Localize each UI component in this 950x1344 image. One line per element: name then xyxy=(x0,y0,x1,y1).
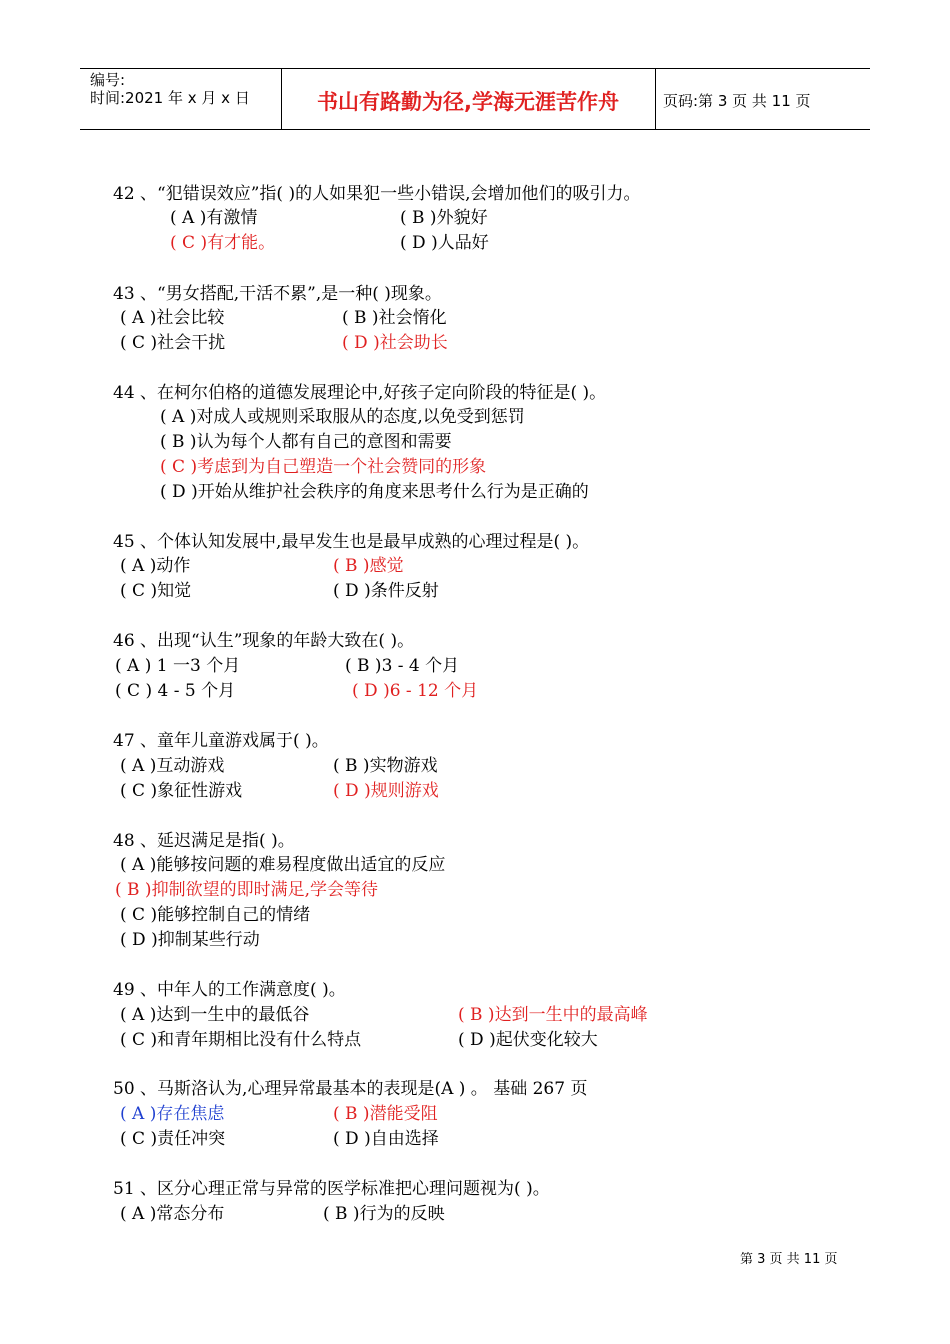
q45-option-b: ( B )感觉 xyxy=(333,556,404,576)
q46-option-d: ( D )6 - 12 个月 xyxy=(352,681,479,701)
question-43-stem: 43 、“男女搭配,干活不累”,是一种( )现象。 xyxy=(113,284,442,304)
question-45-stem: 45 、个体认知发展中,最早发生也是最早成熟的心理过程是( )。 xyxy=(113,532,590,552)
q50-option-b: ( B )潜能受阻 xyxy=(333,1104,438,1124)
q49-option-a: ( A )达到一生中的最低谷 xyxy=(120,1005,310,1025)
question-46-stem: 46 、出现“认生”现象的年龄大致在( )。 xyxy=(113,631,415,651)
q46-option-c: ( C ) 4 - 5 个月 xyxy=(115,681,236,701)
q50-option-c: ( C )责任冲突 xyxy=(120,1129,226,1149)
page-footer: 第 3 页 共 11 页 xyxy=(740,1252,838,1267)
question-44-stem: 44 、在柯尔伯格的道德发展理论中,好孩子定向阶段的特征是( )。 xyxy=(113,383,607,403)
page-header xyxy=(80,68,870,130)
q42-option-d: ( D )人品好 xyxy=(400,233,489,253)
question-42-stem: 42 、“犯错误效应”指( )的人如果犯一些小错误,会增加他们的吸引力。 xyxy=(113,184,641,204)
q49-option-b: ( B )达到一生中的最高峰 xyxy=(458,1005,648,1025)
q44-option-d: ( D )开始从维护社会秩序的角度来思考什么行为是正确的 xyxy=(160,482,589,502)
question-47-stem: 47 、童年儿童游戏属于( )。 xyxy=(113,731,329,751)
time-label: 时间:2021 年 x 月 x 日 xyxy=(90,89,250,107)
q44-option-c: ( C )考虑到为自己塑造一个社会赞同的形象 xyxy=(160,457,487,477)
question-50-stem: 50 、马斯洛认为,心理异常最基本的表现是(A ) 。 基础 267 页 xyxy=(113,1079,588,1099)
q43-option-c: ( C )社会干扰 xyxy=(120,333,226,353)
q46-option-b: ( B )3 - 4 个月 xyxy=(345,656,460,676)
q44-option-b: ( B )认为每个人都有自己的意图和需要 xyxy=(160,432,452,452)
q48-option-b: ( B )抑制欲望的即时满足,学会等待 xyxy=(115,880,378,900)
q45-option-a: ( A )动作 xyxy=(120,556,191,576)
question-48-stem: 48 、延迟满足是指( )。 xyxy=(113,831,295,851)
q48-option-d: ( D )抑制某些行动 xyxy=(120,930,260,950)
header-meta xyxy=(80,69,282,129)
q47-option-c: ( C )象征性游戏 xyxy=(120,781,243,801)
question-49-stem: 49 、中年人的工作满意度( )。 xyxy=(113,980,346,1000)
header-motto-cell xyxy=(281,69,656,129)
q43-option-a: ( A )社会比较 xyxy=(120,308,225,328)
q44-option-a: ( A )对成人或规则采取服从的态度,以免受到惩罚 xyxy=(160,407,525,427)
q43-option-d: ( D )社会助长 xyxy=(342,333,448,353)
q47-option-d: ( D )规则游戏 xyxy=(333,781,439,801)
q46-option-a: ( A ) 1 一3 个月 xyxy=(115,656,241,676)
q51-option-b: ( B )行为的反映 xyxy=(323,1204,445,1224)
q45-option-d: ( D )条件反射 xyxy=(333,581,439,601)
q43-option-b: ( B )社会惰化 xyxy=(342,308,447,328)
header-page-label: 页码:第 3 页 共 11 页 xyxy=(663,92,811,110)
q50-option-d: ( D )自由选择 xyxy=(333,1129,439,1149)
header-motto: 书山有路勤为径,学海无涯苦作舟 xyxy=(317,90,619,114)
q49-option-c: ( C )和青年期相比没有什么特点 xyxy=(120,1030,362,1050)
q51-option-a: ( A )常态分布 xyxy=(120,1204,225,1224)
q45-option-c: ( C )知觉 xyxy=(120,581,192,601)
q48-option-c: ( C )能够控制自己的情绪 xyxy=(120,905,311,925)
header-page-cell xyxy=(655,69,870,129)
q47-option-b: ( B )实物游戏 xyxy=(333,756,438,776)
q42-option-a: ( A )有激情 xyxy=(170,208,258,228)
q50-option-a: ( A )存在焦虑 xyxy=(120,1104,225,1124)
q42-option-b: ( B )外貌好 xyxy=(400,208,488,228)
q48-option-a: ( A )能够按问题的难易程度做出适宜的反应 xyxy=(120,855,446,875)
number-label: 编号: xyxy=(90,71,126,89)
q42-option-c: ( C )有才能。 xyxy=(170,233,276,253)
q47-option-a: ( A )互动游戏 xyxy=(120,756,225,776)
question-51-stem: 51 、区分心理正常与异常的医学标准把心理问题视为( )。 xyxy=(113,1179,550,1199)
q49-option-d: ( D )起伏变化较大 xyxy=(458,1030,598,1050)
